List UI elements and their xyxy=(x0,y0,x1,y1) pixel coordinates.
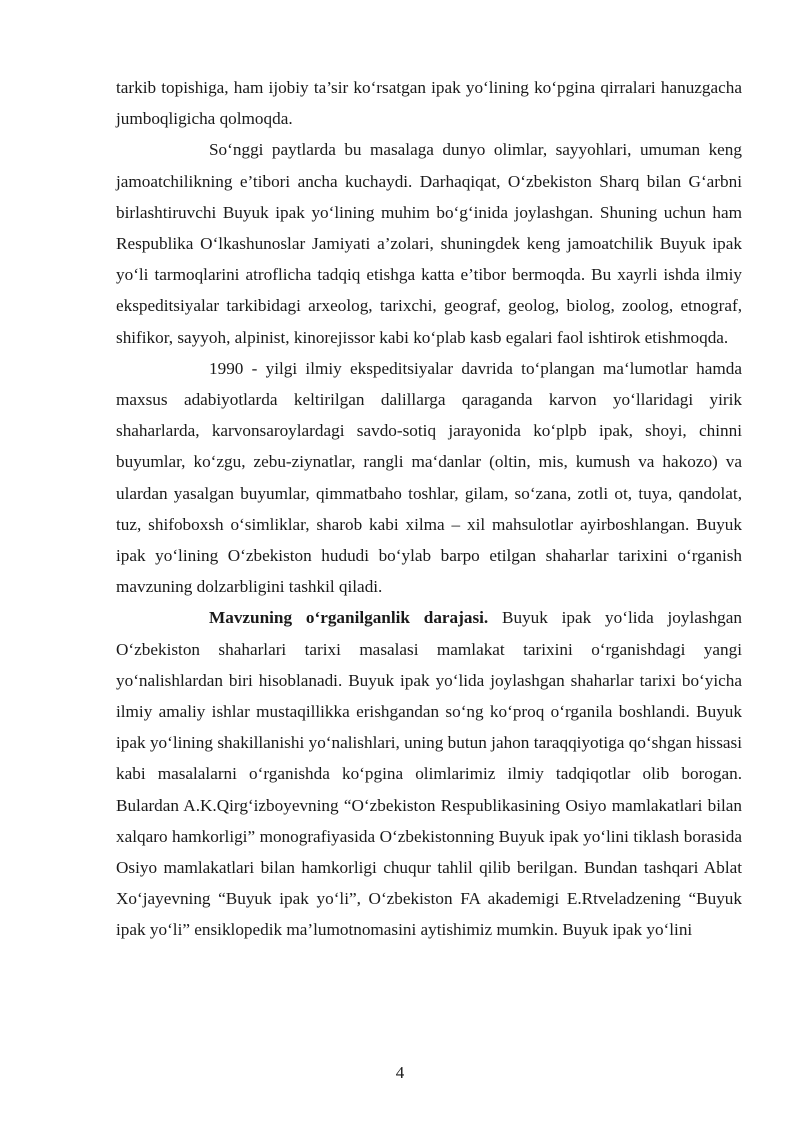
paragraph-2 xyxy=(116,134,742,352)
section-heading: Mavzuning o‘rganilganlik darajasi. xyxy=(209,608,489,628)
paragraph-4-text: Buyuk ipak yo‘lida joylashgan O‘zbekiston shaharlari tarixi masalasi mamlakat tarixini o‘rganishdagi yangi yo‘nalishlardan biri hisoblanadi. Buyuk ipak yo‘lida joylashgan shaharlar tarixi bo‘yicha ilmiy amaliy ishlar mustaqillikka erishgandan so‘ng ko‘proq o‘rganila boshlandi. Buyuk ipak yo‘lining shakillanishi yo‘nalishlari, uning butun jahon taraqqiyotiga qo‘shgan hissasi kabi masalalarni o‘rganishda ko‘pgina olimlarimiz ilmiy tadqiqotlar olib borogan. Bulardan A.K.Qirg‘izboyevning “O‘zbekiston Respublikasining Osiyo mamlakatlari bilan xalqaro hamkorligi” monografiyasida O‘zbekistonning Buyuk ipak yo‘lini tiklash borasida Osiyo mamlakatlari bilan hamkorligi chuqur tahlil qilib berilgan. Bundan tashqari Ablat Xo‘jayevning “Buyuk ipak yo‘li”, O‘zbekiston FA akademigi E.Rtveladzening “Buyuk ipak yo‘li” ensiklopedik ma’lumotnomasini aytishimiz mumkin. Buyuk ipak yo‘lini xyxy=(116,608,742,940)
paragraph-3 xyxy=(116,353,742,603)
paragraph-3-text: 1990 - yilgi ilmiy ekspeditsiyalar davrida to‘plangan ma‘lumotlar hamda maxsus adabiyotlarda keltirilgan dalillarga qaraganda karvon yo‘llaridagi yirik shaharlarda, karvonsaroylardagi savdo-sotiq jarayonida ko‘plpb ipak, shoyi, chinni buyumlar, ko‘zgu, zebu-ziynatlar, rangli ma‘danlar (oltin, mis, kumush va hakozo) va ulardan yasalgan buyumlar, qimmatbaho toshlar, gilam, so‘zana, zotli ot, tuya, qandolat, tuz, shifoboxsh o‘simliklar, sharob kabi xilma – xil mahsulotlar ayirboshlangan. Buyuk ipak yo‘lining O‘zbekiston hududi bo‘ylab barpo etilgan shaharlar tarixini o‘rganish mavzuning dolzarbligini tashkil qiladi. xyxy=(116,358,742,597)
body-text xyxy=(116,72,742,946)
paragraph-4 xyxy=(116,602,742,945)
paragraph-1 xyxy=(116,72,742,134)
paragraph-2-text: So‘nggi paytlarda bu masalaga dunyo olimlar, sayyohlari, umuman keng jamoatchilikning e’tibori ancha kuchaydi. Darhaqiqat, O‘zbekiston Sharq bilan G‘arbni birlashtiruvchi Buyuk ipak yo‘lining muhim bo‘g‘inida joylashgan. Shuning uchun ham Respublika O‘lkashunoslar Jamiyati a’zolari, shuningdek keng jamoatchilik Buyuk ipak yo‘li tarmoqlarini atroflicha tadqiq etishga katta e’tibor bermoqda. Bu xayrli ishda ilmiy ekspeditsiyalar tarkibidagi arxeolog, tarixchi, geograf, geolog, biolog, zoolog, etnograf, shifikor, sayyoh, alpinist, kinorejissor kabi ko‘plab kasb egalari faol ishtirok etishmoqda. xyxy=(116,140,742,347)
page-number: 4 xyxy=(395,1063,405,1082)
paragraph-1-text: tarkib topishiga, ham ijobiy ta’sir ko‘rsatgan ipak yo‘lining ko‘pgina qirralari hanuzgacha jumboqligicha qolmoqda. xyxy=(116,78,742,129)
